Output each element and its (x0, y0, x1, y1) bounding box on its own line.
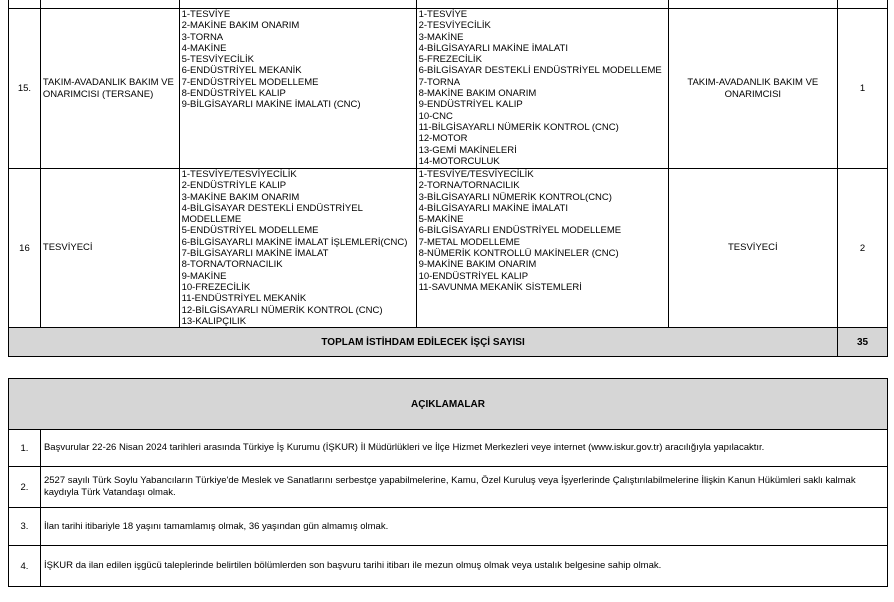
previous-row-cut (9, 0, 888, 9)
list-item: 3-BİLGİSAYARLI NÜMERİK KONTROL(CNC) (418, 191, 612, 203)
list-item: 13-GEMİ MAKİNELERİ (418, 144, 517, 156)
list-item: 1-TESVİYE (181, 9, 231, 20)
list-item: 1-TESVİYE/TESVİYECİLİK (181, 169, 297, 180)
list-item: 12-MOTOR (418, 133, 468, 145)
note-number: 2. (9, 467, 41, 508)
note-row (9, 546, 888, 587)
note-text: Başvurular 22-26 Nisan 2024 tarihleri arasında Türkiye İş Kurumu (İŞKUR) İl Müdürlükleri ve İlçe Hizmet Merkezleri veye internet (www.iskur.gov.tr) aracılığıyla yapılacaktır. (40, 430, 887, 467)
list-item: 4-BİLGİSAYARLI MAKİNE İMALATI (418, 42, 568, 54)
row-number: 16 (9, 169, 41, 328)
positions-table (8, 0, 888, 357)
list-item: 4-BİLGİSAYAR DESTEKLİ ENDÜSTRİYEL (181, 202, 363, 214)
occupation: TESVİYECİ (668, 169, 838, 328)
list-item: 5-TESVİYECİLİK (181, 54, 254, 66)
list-item: 2-ENDÜSTRİYLE KALIP (181, 180, 287, 192)
position-name: TAKIM-AVADANLIK BAKIM VE ONARIMCISI (TERSANE) (40, 9, 179, 169)
list-item: 7-BİLGİSAYARLI MAKİNE İMALAT (181, 248, 329, 260)
list-item: 9-MAKİNE BAKIM ONARIM (418, 259, 537, 271)
list-item: 9-MAKİNE (181, 270, 227, 282)
list-item: 3-MAKİNE BAKIM ONARIM (181, 191, 300, 203)
list-item: 1-TESVİYE/TESVİYECİLİK (418, 169, 534, 180)
department-list-1 (179, 9, 416, 169)
department-list-2 (416, 9, 668, 169)
notes-title: AÇIKLAMALAR (9, 379, 888, 430)
occupation: TAKIM-AVADANLIK BAKIM VE ONARIMCISI (668, 9, 838, 169)
list-item: 10-CNC (418, 110, 453, 122)
list-item: 6-BİLGİSAYAR DESTEKLİ ENDÜSTRİYEL MODELLEME (418, 65, 662, 77)
note-row (9, 508, 888, 546)
list-item: 8-ENDÜSTRİYEL KALIP (181, 88, 286, 100)
list-item: 7-ENDÜSTRİYEL MODELLEME (181, 76, 319, 88)
list-item: 7-METAL MODELLEME (418, 236, 520, 248)
position-name: TESVİYECİ (40, 169, 179, 328)
list-item: 5-FREZECİLİK (418, 54, 482, 66)
note-number: 1. (9, 430, 41, 467)
table-row (9, 9, 888, 169)
list-item: 1-TESVİYE (418, 9, 468, 20)
list-item: 5-MAKİNE (418, 214, 464, 226)
note-text: 2527 sayılı Türk Soylu Yabancıların Türkiye'de Meslek ve Sanatlarını serbestçe yapabilmelerine, Kamu, Özel Kuruluş veya İşyerlerinde Çalıştırılabilmelerine İlişkin Kanun Hükümleri saklı kalmak kaydıyla Türk Vatandaşı olmak. (40, 467, 887, 508)
list-item: 4-MAKİNE (181, 42, 227, 54)
note-row (9, 430, 888, 467)
list-item: 6-ENDÜSTRİYEL MEKANİK (181, 65, 302, 77)
list-item: 11-ENDÜSTRİYEL MEKANİK (181, 293, 307, 305)
list-item: 6-BİLGİSAYARLI ENDÜSTRİYEL MODELLEME (418, 225, 622, 237)
note-number: 3. (9, 508, 41, 546)
list-item: 14-MOTORCULUK (418, 155, 500, 167)
list-item: 3-MAKİNE (418, 31, 464, 43)
list-item: 9-ENDÜSTRİYEL KALIP (418, 99, 523, 111)
list-item: 10-ENDÜSTRİYEL KALIP (418, 270, 529, 282)
total-row (9, 328, 888, 357)
list-item: MODELLEME (181, 214, 242, 226)
department-list-2 (416, 169, 668, 328)
total-value: 35 (838, 328, 888, 357)
worker-count: 1 (838, 9, 888, 169)
list-item: 11-BİLGİSAYARLI NÜMERİK KONTROL (CNC) (418, 121, 619, 133)
list-item: 11-SAVUNMA MEKANİK SİSTEMLERİ (418, 281, 582, 293)
department-list-1 (179, 169, 416, 328)
list-item: 10-FREZECİLİK (181, 281, 251, 293)
list-item: 3-TORNA (181, 31, 224, 43)
worker-count: 2 (838, 169, 888, 328)
note-text: İŞKUR da ilan edilen işgücü taleplerinde belirtilen bölümlerden son başvuru tarihi itibarı ile mezun olmuş olmak veya ustalık belgesine sahip olmak. (40, 546, 887, 587)
list-item: 13-KALIPÇILIK (181, 315, 247, 327)
table-row (9, 169, 888, 328)
list-item: 4-BİLGİSAYARLI MAKİNE İMALATI (418, 202, 568, 214)
list-item: 2-MAKİNE BAKIM ONARIM (181, 20, 300, 32)
total-label: TOPLAM İSTİHDAM EDİLECEK İŞÇİ SAYISI (9, 328, 838, 357)
row-number: 15. (9, 9, 41, 169)
note-row (9, 467, 888, 508)
list-item: 6-BİLGİSAYARLI MAKİNE İMALAT İŞLEMLERİ(CNC) (181, 236, 408, 248)
note-number: 4. (9, 546, 41, 587)
list-item: 2-TESVİYECİLİK (418, 20, 491, 32)
list-item: 9-BİLGİSAYARLI MAKİNE İMALATI (CNC) (181, 99, 361, 111)
list-item: 8-TORNA/TORNACILIK (181, 259, 283, 271)
list-item: 8-MAKİNE BAKIM ONARIM (418, 88, 537, 100)
list-item: 2-TORNA/TORNACILIK (418, 180, 520, 192)
notes-table (8, 378, 888, 587)
list-item: 7-TORNA (418, 76, 461, 88)
note-text: İlan tarihi itibariyle 18 yaşını tamamlamış olmak, 36 yaşından gün almamış olmak. (40, 508, 887, 546)
list-item: 12-BİLGİSAYARLI NÜMERİK KONTROL (CNC) (181, 304, 383, 316)
list-item: 8-NÜMERİK KONTROLLÜ MAKİNELER (CNC) (418, 248, 619, 260)
list-item: 5-ENDÜSTRİYEL MODELLEME (181, 225, 319, 237)
